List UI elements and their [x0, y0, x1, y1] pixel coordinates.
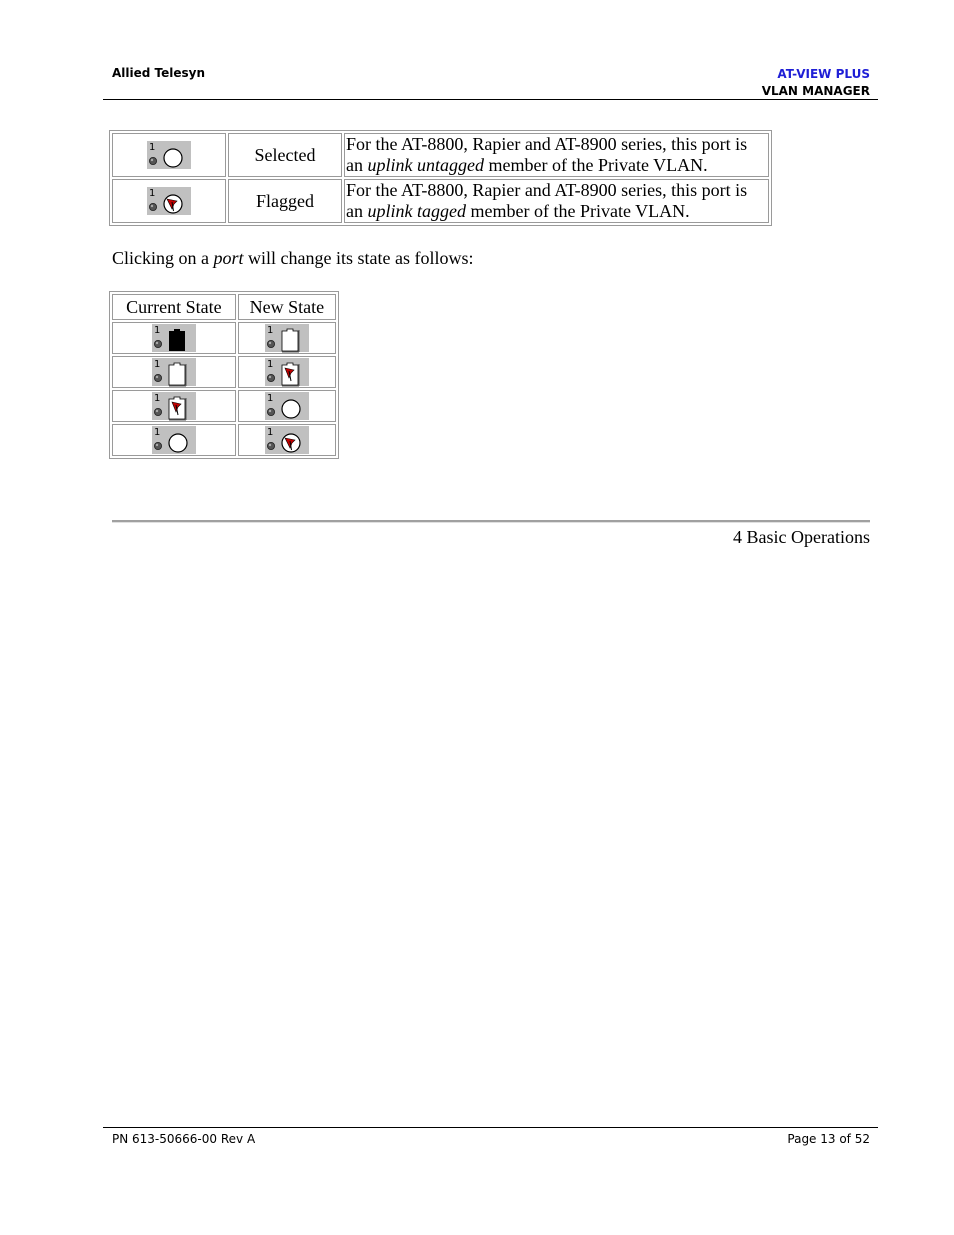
svg-text:1: 1 [153, 427, 161, 438]
port-legend-table [109, 130, 772, 226]
port-flagged-icon [264, 425, 310, 455]
header-divider [103, 99, 878, 100]
column-header-new: New State [238, 294, 336, 320]
legend-icon-cell [112, 133, 226, 177]
section-label: 4 Basic Operations [733, 527, 870, 547]
header-company: Allied Telesyn [112, 66, 206, 80]
port-white-icon [151, 357, 197, 387]
port-black-icon [151, 323, 197, 353]
table-row [112, 424, 336, 456]
svg-text:1: 1 [266, 325, 274, 336]
port-flag-icon [151, 391, 197, 421]
port-selected-icon [146, 140, 192, 170]
port-flagged-icon [146, 186, 192, 216]
port-selected-icon [264, 391, 310, 421]
svg-text:1: 1 [266, 393, 274, 404]
state-transition-table [109, 291, 339, 459]
port-flag-icon [264, 357, 310, 387]
header-product [762, 66, 870, 100]
table-row [112, 322, 336, 354]
legend-description: For the AT-8800, Rapier and AT-8900 series, this port is an uplink tagged member of the Private VLAN. [344, 179, 769, 223]
port-selected-icon [151, 425, 197, 455]
footer-divider [103, 1127, 878, 1128]
table-header-row [112, 294, 336, 320]
footer-part-number: PN 613-50666-00 Rev A [112, 1132, 256, 1146]
legend-state-label: Flagged [228, 179, 342, 223]
svg-text:1: 1 [153, 393, 161, 404]
table-row [112, 356, 336, 388]
svg-text:1: 1 [266, 427, 274, 438]
port-white-icon [264, 323, 310, 353]
table-row [112, 133, 769, 177]
table-row [112, 179, 769, 223]
legend-description: For the AT-8800, Rapier and AT-8900 series, this port is an uplink untagged member of the Private VLAN. [344, 133, 769, 177]
body-paragraph: Clicking on a port will change its state as follows: [112, 248, 474, 268]
legend-icon-cell [112, 179, 226, 223]
table-row [112, 390, 336, 422]
section-divider [112, 520, 870, 523]
legend-state-label: Selected [228, 133, 342, 177]
footer-page-number: Page 13 of 52 [787, 1132, 870, 1146]
svg-text:1: 1 [149, 142, 156, 153]
header-product-module: VLAN MANAGER [761, 84, 870, 98]
header-product-name: AT-VIEW PLUS [777, 67, 870, 81]
svg-text:1: 1 [153, 359, 161, 370]
svg-text:1: 1 [149, 188, 156, 199]
svg-text:1: 1 [153, 325, 161, 336]
column-header-current: Current State [112, 294, 236, 320]
svg-text:1: 1 [266, 359, 274, 370]
